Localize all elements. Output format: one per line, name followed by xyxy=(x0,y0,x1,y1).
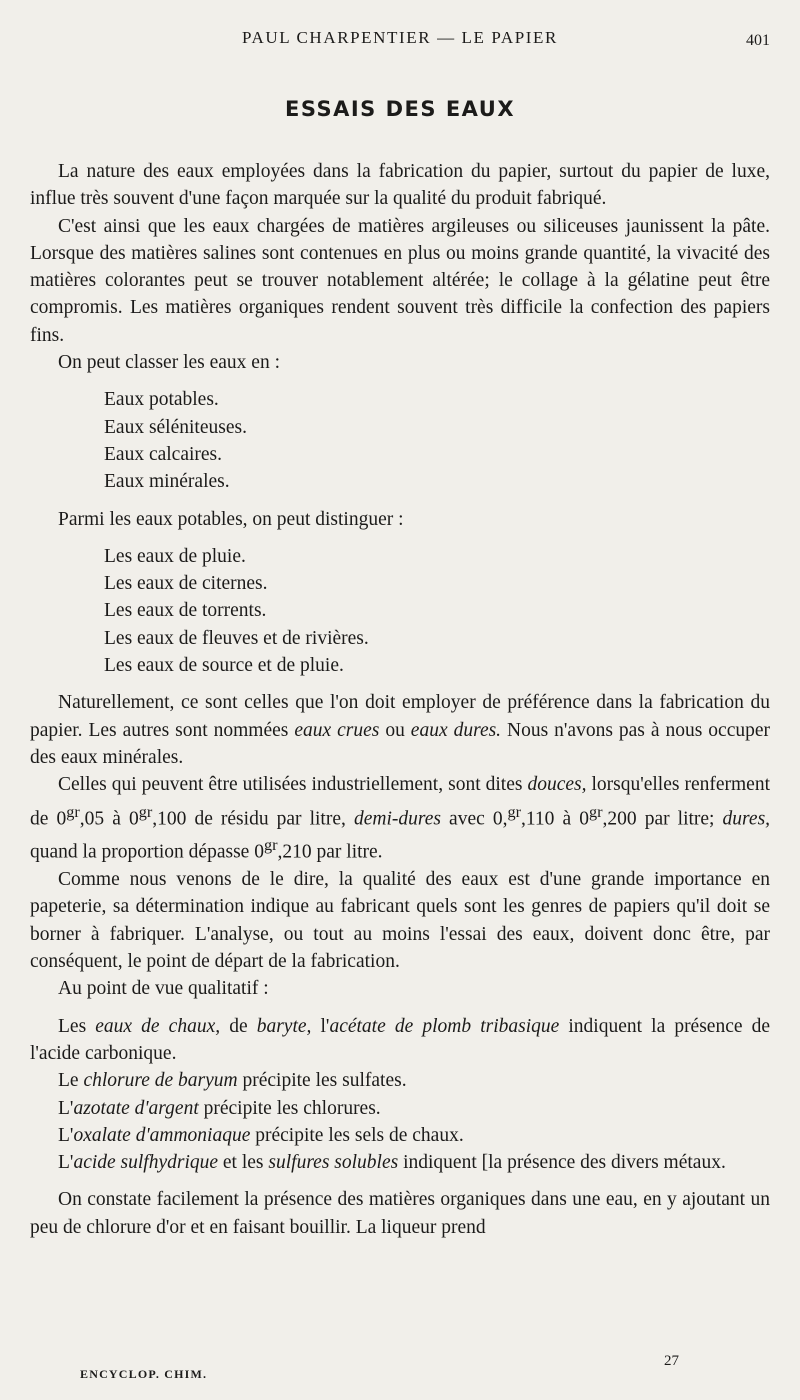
paragraph-10 xyxy=(30,1067,770,1094)
list-item: Les eaux de torrents. xyxy=(104,600,267,622)
text-run: Naturellement, ce sont celles que l'on doit employer de préférence dans la fabrication du papier. Les autres sont nommées xyxy=(30,692,770,741)
list-item: Les eaux de fleuves et de rivières. xyxy=(104,627,369,649)
text-run: Les xyxy=(58,1015,96,1037)
spacer xyxy=(30,1003,770,1013)
list-item: Eaux séléniteuses. xyxy=(104,416,247,438)
text-run: l' xyxy=(311,1015,330,1037)
text-run: ,05 à 0 xyxy=(79,808,139,830)
text-run: lorsqu'elles renferment de 0 xyxy=(30,774,770,830)
italic-term: baryte, xyxy=(256,1015,312,1037)
text-run: indiquent [la présence des divers métaux. xyxy=(398,1152,726,1174)
paragraph-1: La nature des eaux employées dans la fabrication du papier, surtout du papier de luxe, influe très souvent d'une façon marquée sur la qualité du produit fabriqué. xyxy=(30,161,770,210)
paragraph-7: Comme nous venons de le dire, la qualité des eaux est d'une grande importance en papeterie, sa détermination indique au fabricant quels sont les genres de papiers qu'il doit se borner à fabriquer. L'analyse, ou tout au moins l'essai des eaux, doivent donc être, par conséquent, le point de départ de la fabrication. xyxy=(30,869,770,973)
potable-waters-list xyxy=(30,543,770,679)
italic-term: oxalate d'ammoniaque xyxy=(73,1124,251,1146)
text-run: ,100 de résidu par litre, xyxy=(152,808,354,830)
water-classes-list xyxy=(30,386,770,495)
text-run: Nous n'avons pas à nous occuper des eaux minérales. xyxy=(30,719,770,768)
list-item: Les eaux de citernes. xyxy=(104,573,268,595)
text-run: ,110 à 0 xyxy=(521,808,589,830)
footer-title: ENCYCLOP. CHIM. xyxy=(80,1367,208,1381)
text-run: précipite les chlorures. xyxy=(198,1097,381,1119)
text-run: précipite les sels de chaux. xyxy=(250,1124,464,1146)
text-run: ,200 par litre; xyxy=(602,808,723,830)
text-run: et les xyxy=(218,1152,269,1174)
paragraph-9 xyxy=(30,1013,770,1068)
italic-term: chlorure de baryum xyxy=(83,1070,238,1092)
text-run: L' xyxy=(58,1152,74,1174)
text-run: ou xyxy=(379,719,411,741)
text-run: ,210 par litre. xyxy=(277,841,383,863)
paragraph-12 xyxy=(30,1122,770,1149)
italic-term: sulfures solubles xyxy=(268,1152,399,1174)
text-run: de xyxy=(220,1015,257,1037)
unit-superscript: gr xyxy=(263,836,278,855)
italic-term: eaux de chaux, xyxy=(95,1015,221,1037)
page-number: 401 xyxy=(746,32,770,49)
paragraph-4: Parmi les eaux potables, on peut distinguer : xyxy=(58,508,404,530)
italic-term: eaux crues xyxy=(294,719,380,741)
page-header xyxy=(0,28,800,54)
paragraph-13 xyxy=(30,1149,770,1176)
list-item: Eaux minérales. xyxy=(104,471,230,493)
italic-term: eaux dures. xyxy=(410,719,502,741)
italic-term: azotate d'argent xyxy=(73,1097,199,1119)
paragraph-11 xyxy=(30,1095,770,1122)
paragraph-6 xyxy=(30,771,770,866)
body-text xyxy=(30,158,770,1241)
italic-term: demi-dures xyxy=(353,808,441,830)
list-item: Les eaux de source et de pluie. xyxy=(104,655,344,677)
unit-superscript: gr xyxy=(507,802,521,821)
page-footer xyxy=(0,1353,800,1383)
text-run: L' xyxy=(58,1097,74,1119)
italic-term: acétate de plomb tribasique xyxy=(329,1015,560,1037)
text-run: Celles qui peuvent être utilisées industriellement, sont dites xyxy=(58,774,528,796)
text-run: précipite les sulfates. xyxy=(237,1070,407,1092)
list-item: Les eaux de pluie. xyxy=(104,545,246,567)
text-run: L' xyxy=(58,1124,74,1146)
text-run: indiquent la présence de l'acide carbonique. xyxy=(30,1015,771,1064)
paragraph-8: Au point de vue qualitatif : xyxy=(58,978,269,1000)
italic-term: acide sulfhydrique xyxy=(73,1152,219,1174)
running-head: PAUL CHARPENTIER — LE PAPIER xyxy=(242,28,558,47)
text-run: quand la proportion dépasse 0 xyxy=(30,841,264,863)
unit-superscript: gr xyxy=(138,802,153,821)
paragraph-5 xyxy=(30,689,770,771)
list-item: Eaux calcaires. xyxy=(104,443,223,465)
italic-term: dures, xyxy=(722,808,771,830)
spacer xyxy=(30,1176,770,1186)
unit-superscript: gr xyxy=(588,802,603,821)
unit-superscript: gr xyxy=(66,802,80,821)
list-item: Eaux potables. xyxy=(104,389,219,411)
paragraph-14: On constate facilement la présence des matières organiques dans une eau, en y ajoutant un peu de chlorure d'or et en faisant bouillir. La liqueur prend xyxy=(30,1189,770,1238)
signature-number: 27 xyxy=(664,1353,679,1369)
section-title: ESSAIS DES EAUX xyxy=(284,97,516,121)
text-run: avec 0, xyxy=(440,808,508,830)
text-run: Le xyxy=(58,1070,84,1092)
paragraph-2: C'est ainsi que les eaux chargées de matières argileuses ou siliceuses jaunissent la pâte. Lorsque des matières salines sont contenues en plus ou moins grande quantité, la vivacité des matières colorantes peut se trouver notablement altérée; le collage à la gélatine peut être compromis. Les matières organiques rendent souvent très difficile la confection des papiers fins. xyxy=(30,215,770,346)
italic-term: douces, xyxy=(527,774,587,796)
paragraph-3: On peut classer les eaux en : xyxy=(58,352,281,374)
